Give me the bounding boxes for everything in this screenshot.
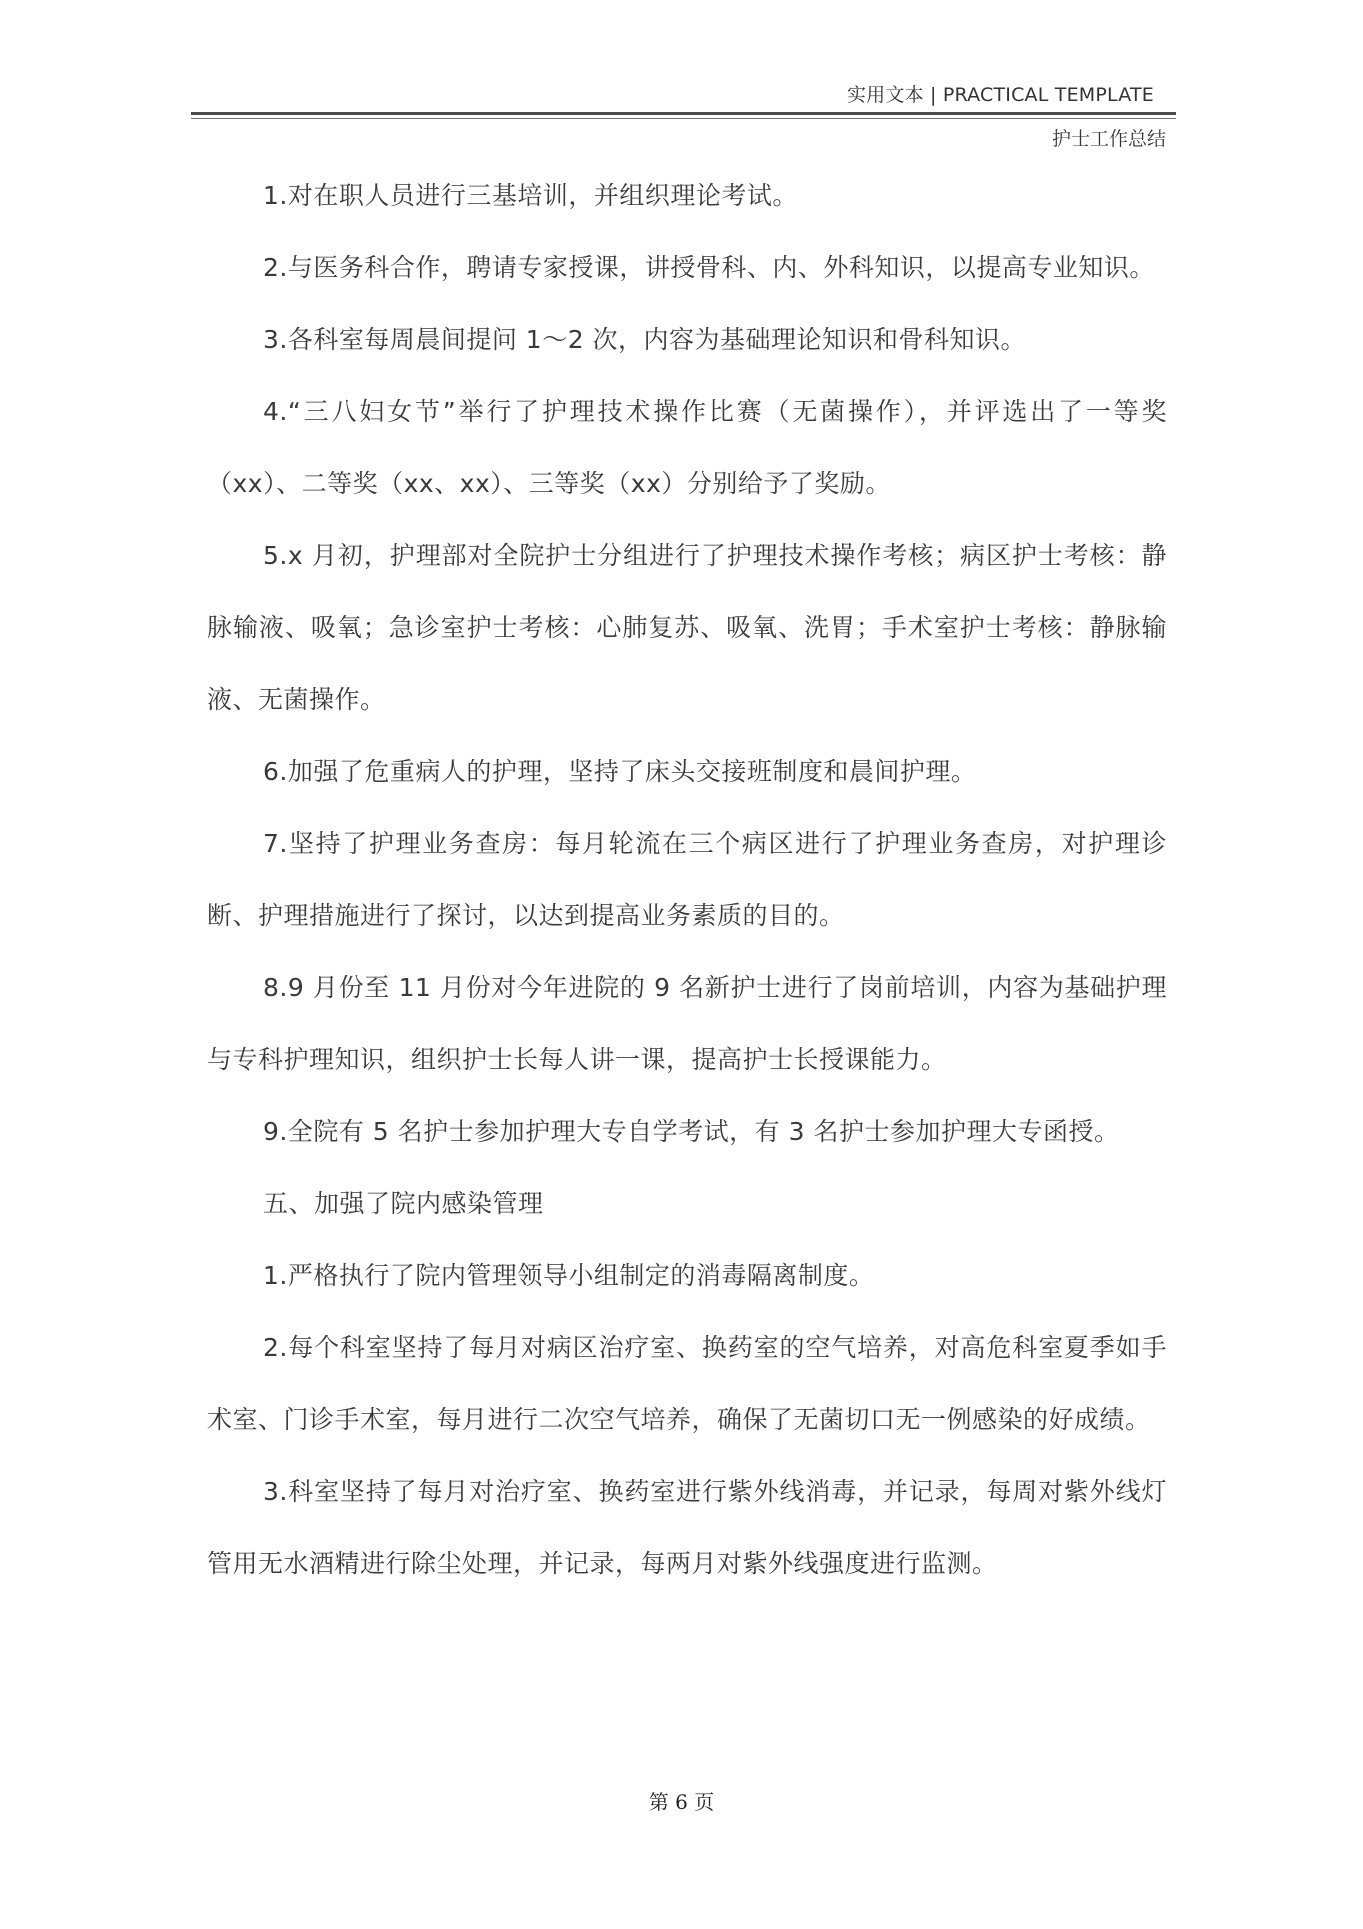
paragraph-12: 3.科室坚持了每月对治疗室、换药室进行紫外线消毒，并记录，每周对紫外线灯管用无水酒精进行除尘处理，并记录，每两月对紫外线强度进行监测。	[207, 1477, 1167, 1578]
paragraph-10: 1.严格执行了院内管理领导小组制定的消毒隔离制度。	[263, 1261, 875, 1290]
paragraph-8: 8.9 月份至 11 月份对今年进院的 9 名新护士进行了岗前培训，内容为基础护理与专科护理知识，组织护士长每人讲一课，提高护士长授课能力。	[207, 973, 1167, 1074]
paragraph-9: 9.全院有 5 名护士参加护理大专自学考试，有 3 名护士参加护理大专函授。	[263, 1117, 1120, 1146]
header-divider-thick	[191, 112, 1176, 115]
paragraph-5: 5.x 月初，护理部对全院护士分组进行了护理技术操作考核；病区护士考核：静脉输液、吸氧；急诊室护士考核：心肺复苏、吸氧、洗胃；手术室护士考核：静脉输液、无菌操作。	[207, 541, 1167, 714]
page-number: 第 6 页	[648, 1790, 715, 1814]
paragraph-3: 3.各科室每周晨间提问 1～2 次，内容为基础理论知识和骨科知识。	[263, 325, 1027, 354]
header-tag: 实用文本 | PRACTICAL TEMPLATE	[846, 84, 1154, 106]
paragraph-4: 4.“三八妇女节”举行了护理技术操作比赛（无菌操作），并评选出了一等奖（xx）、二等奖（xx、xx）、三等奖（xx）分别给予了奖励。	[207, 397, 1167, 498]
paragraph-6: 6.加强了危重病人的护理，坚持了床头交接班制度和晨间护理。	[263, 757, 977, 786]
paragraph-11: 2.每个科室坚持了每月对病区治疗室、换药室的空气培养，对高危科室夏季如手术室、门诊手术室，每月进行二次空气培养，确保了无菌切口无一例感染的好成绩。	[207, 1333, 1167, 1434]
document-body	[207, 160, 1167, 1600]
paragraph-1: 1.对在职人员进行三基培训，并组织理论考试。	[263, 181, 798, 210]
header-subtitle: 护士工作总结	[1051, 128, 1166, 150]
section-heading: 五、加强了院内感染管理	[263, 1189, 544, 1218]
paragraph-2: 2.与医务科合作，聘请专家授课，讲授骨科、内、外科知识，以提高专业知识。	[263, 253, 1155, 282]
paragraph-7: 7.坚持了护理业务查房：每月轮流在三个病区进行了护理业务查房，对护理诊断、护理措施进行了探讨，以达到提高业务素质的目的。	[207, 829, 1167, 930]
header-divider-thin	[191, 118, 1176, 119]
